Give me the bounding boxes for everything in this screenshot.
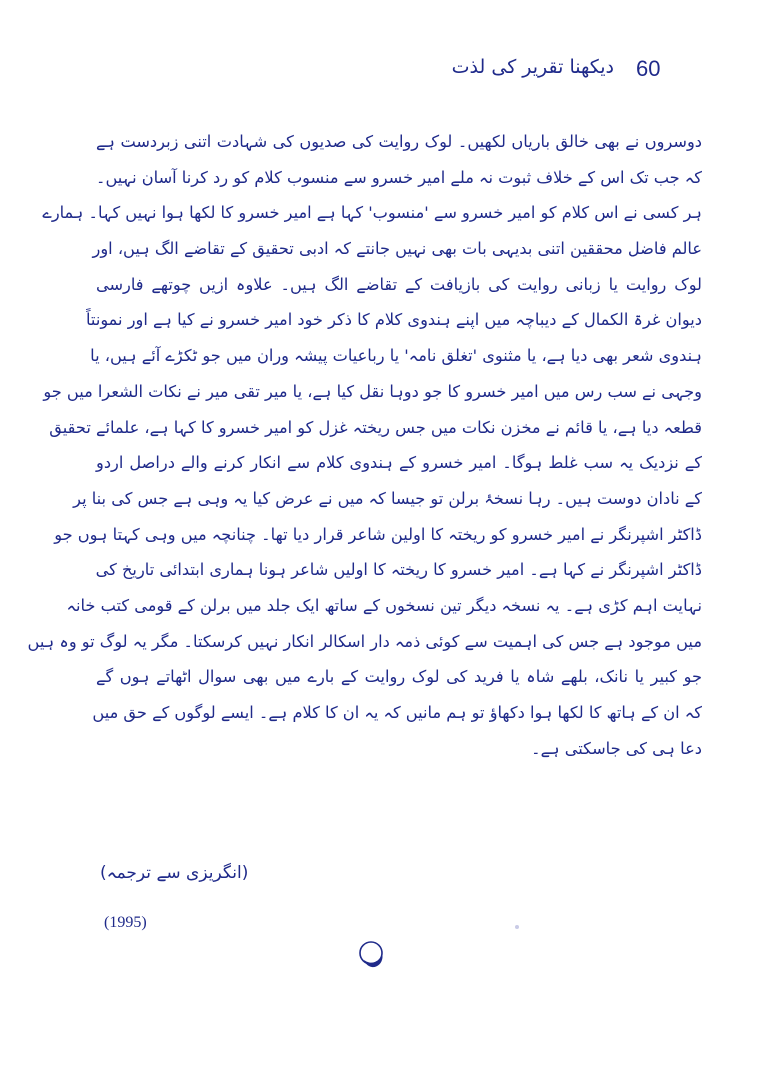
- text-line: کہ ان کے ہاتھ کا لکھا ہوا دکھاؤ تو ہم مانیں کہ یہ ان کا کلام ہے۔ ایسے لوگوں کے حق میں: [92, 703, 702, 722]
- paper-speck: [515, 925, 519, 929]
- text-line: دوسروں نے بھی خالق باریاں لکھیں۔ لوک روایت کی صدیوں کی شہادت اتنی زبردست ہے: [96, 132, 702, 151]
- text-line: دیوان غرۃ الکمال کے دیباچہ میں اپنے ہندوی کلام کا ذکر خود امیر خسرو نے کیا ہے اور نمونتاً: [86, 310, 702, 330]
- text-line-final: دعا ہی کی جاسکتی ہے۔: [531, 738, 702, 758]
- text-line: کے نزدیک یہ سب غلط ہوگا۔ امیر خسرو کے ہندوی کلام سے انکار کرنے والے دراصل اردو: [96, 453, 702, 473]
- text-line: جو کبیر یا نانک، بلھے شاہ یا فرید کی لوک روایت کے بارے میں بھی سوال اٹھاتے ہوں گے: [96, 667, 702, 687]
- page-number: 60: [636, 56, 661, 81]
- text-line: نہایت اہم کڑی ہے۔ یہ نسخہ دیگر تین نسخوں کے ساتھ ایک جلد میں برلن کے قومی کتب خانہ: [66, 595, 702, 615]
- running-header-title: دیکھنا تقریر کی لذت: [451, 56, 614, 78]
- publication-year: (1995): [104, 914, 147, 931]
- text-line: لوک روایت یا زبانی روایت کی بازیافت کے تقاضے الگ ہیں۔ علاوہ ازیں چوتھے فارسی: [96, 274, 702, 294]
- crescent-circle-icon: [356, 938, 386, 968]
- text-line: عالم فاضل محققین اتنی بدیہی بات بھی نہیں جانتے کہ ادبی تحقیق کے تقاضے الگ ہیں، اور: [92, 239, 702, 259]
- text-line: ہندوی شعر بھی دیا ہے، یا مثنوی 'تغلق نامہ' یا رباعیات پیشہ وران میں جو ٹکڑے آئے ہیں، یا: [90, 346, 702, 366]
- text-line: کے نادان دوست ہیں۔ رہا نسخۂ برلن تو جیسا کہ میں نے عرض کیا یہ وہی ہے جس کی بنا پر: [73, 488, 702, 508]
- translation-note: (انگریزی سے ترجمہ): [100, 863, 249, 883]
- text-line: قطعہ دیا ہے، یا قائم نے مخزن نکات میں جس ریختہ غزل کو امیر خسرو کا کہا ہے، علمائے تحقیق: [49, 417, 702, 437]
- body-text: [27, 124, 702, 766]
- text-line: ڈاکٹر اشپرنگر نے کہا ہے۔ امیر خسرو کا ریختہ کا اولیں شاعر ہونا ہماری ابتدائی تاریخ کی: [95, 560, 702, 580]
- text-line: ڈاکٹر اشپرنگر نے امیر خسرو کو ریختہ کا اولین شاعر قرار دیا تھا۔ چنانچہ میں وہی کہتا ہوں جو: [54, 524, 702, 544]
- text-line: وجہی نے سب رس میں امیر خسرو کا جو دوہا نقل کیا ہے، یا میر تقی میر نے نکات الشعرا میں جو: [43, 381, 702, 401]
- text-line: ہر کسی نے اس کلام کو امیر خسرو سے 'منسوب' کہا ہے امیر خسرو کا لکھا ہوا نہیں کہا۔ ہمارے: [42, 203, 702, 223]
- text-line: کہ جب تک اس کے خلاف ثبوت نہ ملے امیر خسرو سے منسوب کلام کو رد کرنا آسان نہیں۔: [95, 167, 702, 187]
- text-line: میں موجود ہے جس کی اہمیت سے کوئی ذمہ دار اسکالر انکار نہیں کرسکتا۔ مگر یہ لوگ تو وہ ہیں: [27, 631, 702, 651]
